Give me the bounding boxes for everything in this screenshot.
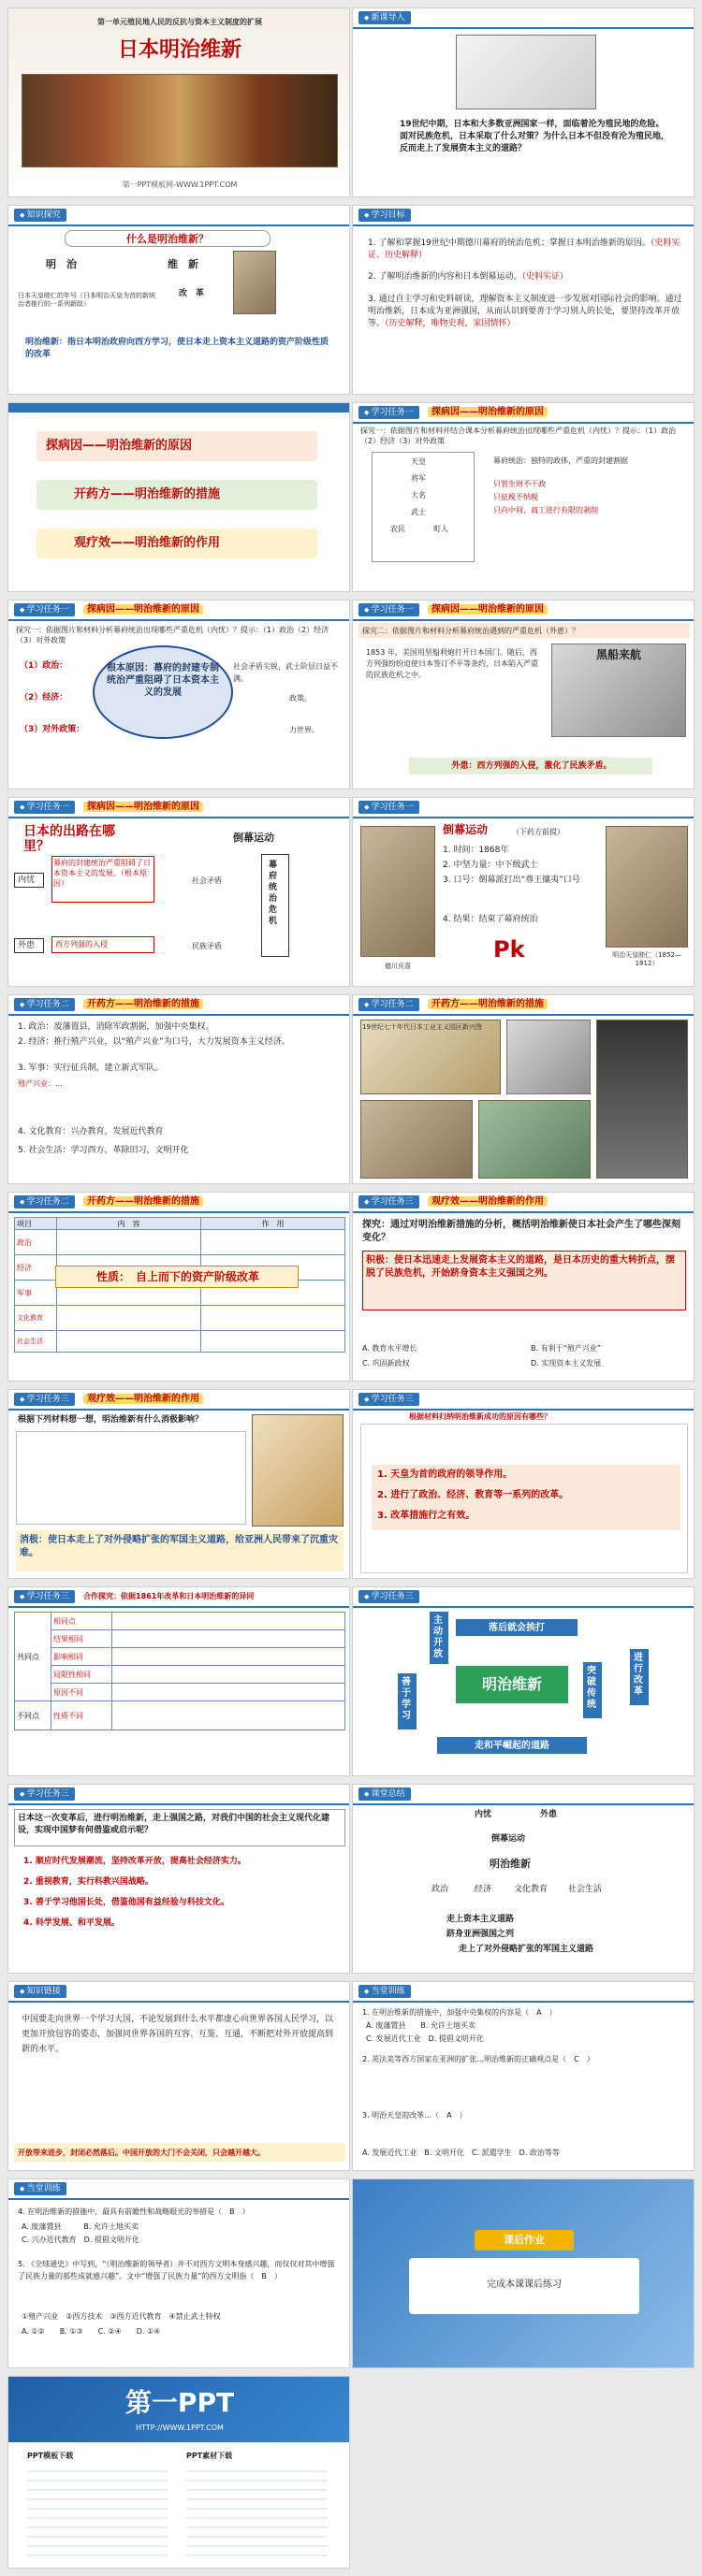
section-subtitle: 探病因——明治维新的原因 — [83, 602, 203, 617]
brand-url[interactable]: HTTP://WWW.1PPT.COM — [136, 2424, 224, 2432]
question-title: 日本的出路在哪里？ — [23, 824, 115, 854]
info-slogan: 3. 口号：倒幕派打出“尊王攘夷”口号 — [443, 876, 580, 885]
word-ishin: 维 新 — [168, 258, 198, 270]
row-education: 文化教育 — [15, 1306, 57, 1331]
section-subtitle: 开药方——明治维新的措施 — [83, 997, 203, 1012]
measure-military: 3. 军事：实行征兵制，建立新式军队。 — [18, 1064, 164, 1073]
factory-caption: 19世纪七十年代日本工业主义园区新兴图 — [362, 1023, 482, 1031]
node-economy: 经济 — [475, 1885, 492, 1894]
rank-samurai: 武士 — [411, 508, 426, 516]
slide-2[interactable] — [352, 7, 695, 197]
lesson-e: 进行改革 — [634, 1653, 643, 1697]
table-row — [15, 1648, 345, 1666]
slide-7[interactable] — [7, 600, 350, 789]
inquiry-text: 探究一：依据图片和材料并结合课本分析幕府统治出现哪些严重危机（内忧）？提示：（1）政治（2）经济（3）对外政策 — [360, 427, 677, 445]
option-d: D. 实现资本主义发展 — [531, 1359, 602, 1368]
question-2: 2. 英法美等西方国家在亚洲的扩张…明治维新的正确观点是（ C ） — [362, 2055, 594, 2063]
slide-22[interactable] — [352, 1981, 695, 2171]
info-time: 1. 时间：1868年 — [443, 846, 509, 855]
slide-title: 日本明治维新 — [117, 38, 241, 62]
section-tag: ◆ 学习任务三 — [14, 1590, 75, 1603]
slide-header — [353, 1193, 694, 1213]
header-content: 内 容 — [57, 1218, 201, 1230]
q1-options-b: C. 发展近代工业 D. 提倡文明开化 — [366, 2034, 484, 2043]
uniform-image — [506, 1020, 591, 1094]
q1-options-a: A. 废藩置县 B. 允许土地买卖 — [366, 2021, 475, 2030]
cartoon-image — [252, 1414, 344, 1527]
row-economy: 经济 — [15, 1255, 57, 1281]
item-foreign-policy: （3）对外政策： — [20, 725, 85, 734]
word-reform: 改 革 — [179, 289, 205, 298]
slide-header — [8, 1193, 349, 1213]
common-label: 共同点 — [15, 1613, 51, 1701]
pk-mark: Pk — [493, 936, 525, 962]
portrait-caption-2: 明治天皇睦仁（1852—1912） — [612, 951, 681, 967]
q4-options-a: A. 废藩置县 B. 允许土地买卖 — [22, 2222, 139, 2231]
movement-title: 倒幕运动 — [233, 832, 274, 844]
nature-text: 性质： 自上而下的资产阶级改革 — [95, 1270, 259, 1283]
option-b: B. 有利于“殖产兴业” — [531, 1344, 601, 1353]
q5-options: A. ①② B. ①③ C. ②④ D. ①④ — [22, 2327, 161, 2336]
unit-title: 第一单元殖民地人民的反抗与资本主义制度的扩展 — [97, 18, 262, 26]
rank-emperor: 天皇 — [411, 457, 426, 466]
rank-daimyo: 大名 — [411, 491, 426, 499]
q3-options: A. 发展近代工业 B. 文明开化 C. 派遣学生 D. 政治等等 — [362, 2149, 560, 2157]
slide-19[interactable] — [7, 1784, 350, 1974]
inner-cause: 幕府的封建统治严重阻碍了日本资本主义的发展。（根本原因） — [53, 859, 151, 888]
item-politics: （1）政治： — [20, 661, 68, 671]
reason-1: 1. 天皇为首的政府的领导作用。 — [377, 1469, 513, 1480]
row-same: 相同点 — [51, 1613, 112, 1630]
item-politics-tail: 社会矛盾尖锐，武士阶层日益不满。 — [233, 662, 338, 683]
section-tag: ◆ 当堂训练 — [14, 2182, 66, 2195]
node-education: 文化教育 — [514, 1885, 548, 1894]
question-text: 根据材料归纳明治维新成功的原因有哪些？ — [409, 1412, 551, 1421]
section-tag: ◆ 学习任务二 — [14, 998, 75, 1011]
right-column-title: PPT素材下载 — [186, 2452, 233, 2460]
answer-text: 积极：使日本迅速走上发展资本主义的道路，是日本历史的重大转折点，摆脱了民族危机，开始跻身资本主义强国之列。 — [366, 1255, 675, 1279]
slide-header — [353, 206, 694, 226]
left-column-title: PPT模板下载 — [27, 2452, 74, 2460]
image-caption: 黑船来航 — [595, 648, 641, 661]
objective-3: 3. 通过自主学习和史料研读，理解资本主义制度进一步发展对国际社会的影响。通过明治维新，日本成为亚洲强国，从而认识到要善于学习别人的长处，要坚持改革开放等。（历史解释，唯物史观，家国情怀） — [368, 295, 682, 328]
slide-header — [353, 1390, 694, 1411]
measure-education: 4. 文化教育：兴办教育，发展近代教育 — [18, 1127, 164, 1136]
insight-3: 3. 善于学习他国长处，借鉴他国有益经验与科技文化。 — [23, 1898, 229, 1907]
measure-industry: 殖产兴业：… — [18, 1079, 63, 1088]
section-tag: ◆ 学习目标 — [358, 209, 411, 222]
section-subtitle: 探病因——明治维新的原因 — [428, 602, 548, 617]
slide-header — [353, 1982, 694, 2003]
slide-20[interactable] — [352, 1784, 695, 1974]
row-military: 军事 — [15, 1281, 57, 1306]
section-tag: ◆ 学习任务三 — [358, 1590, 419, 1603]
lesson-f: 走和平崛起的道路 — [475, 1741, 549, 1751]
row-society: 社会生活 — [15, 1331, 57, 1353]
rank-townsman: 町人 — [433, 525, 448, 533]
question-text: 根据下列材料想一想，明治维新有什么消极影响？ — [18, 1415, 204, 1425]
material-box — [16, 1431, 246, 1525]
slide-5[interactable] — [7, 402, 350, 592]
slide-14[interactable] — [352, 1192, 695, 1382]
difference-label: 不同点 — [15, 1701, 51, 1730]
street-image — [478, 1100, 591, 1179]
question-text: 什么是明治维新？ — [126, 233, 209, 245]
node-movement: 倒幕运动 — [491, 1834, 526, 1844]
meiji-portrait — [606, 826, 688, 948]
quote-text: 开放带来进步，封闭必然落后。中国开放的大门不会关闭，只会越开越大。 — [18, 2149, 265, 2157]
node-society: 社会生活 — [568, 1885, 603, 1894]
item-foreign-tail: 力世界。 — [289, 726, 319, 734]
link-text: 中国要走向世界一个学习大国，不论发展到什么水平都虚心向世界各国人民学习，以更加开放包容的姿态，加强同世界各国的互容、互鉴、互通，不断把对外开放提高到新的水平。 — [22, 2015, 334, 2054]
nav-measures-label: 开药方——明治维新的措施 — [74, 487, 221, 501]
section-tag: ◆ 学习任务一 — [358, 603, 419, 616]
table-row — [15, 1331, 345, 1353]
node-politics: 政治 — [431, 1885, 449, 1894]
section-subtitle: 观疗效——明治维新的作用 — [428, 1194, 548, 1209]
nav-effects-label: 观疗效——明治维新的作用 — [74, 536, 221, 550]
slide-21[interactable] — [7, 1981, 350, 2171]
table-row — [15, 1630, 345, 1648]
right-link-list[interactable] — [186, 2463, 327, 2556]
inquiry-text: 探究二：依据图片和材料分析幕府统治遇到的严重危机（外患）？ — [362, 627, 579, 635]
rank-peasant: 农民 — [390, 525, 405, 533]
row-nature: 性质不同 — [51, 1701, 112, 1730]
officer-portrait — [596, 1020, 688, 1179]
slide-10[interactable] — [352, 797, 695, 987]
slide-18[interactable] — [352, 1586, 695, 1776]
q5-items: ①殖产兴业 ②西方技术 ③西方近代教育 ④禁止武士特权 — [22, 2312, 221, 2321]
note-4: 只向中间、商工进行有限的剥削 — [493, 506, 598, 514]
tokugawa-portrait — [360, 826, 435, 957]
section-tag: ◆ 学习任务三 — [14, 1393, 75, 1406]
table-row — [15, 1684, 345, 1701]
inner-trouble: 内忧 — [18, 876, 36, 885]
homework-title: 课后作业 — [504, 2234, 545, 2246]
slide-header — [8, 1982, 349, 2003]
note-2: 只管生财不干政 — [493, 480, 546, 488]
lesson-a: 主动开放 — [433, 1615, 443, 1659]
node-outer: 外患 — [540, 1810, 558, 1819]
section-tag: ◆ 知识链接 — [14, 1985, 66, 1998]
node-militarism: 走上了对外侵略扩张的军国主义道路 — [458, 1945, 593, 1954]
negative-text: 消极：使日本走上了对外侵略扩张的军国主义道路，给亚洲人民带来了沉重灾难。 — [20, 1535, 338, 1558]
slide-header — [353, 8, 694, 29]
section-tag: ◆ 学习任务三 — [14, 1787, 75, 1801]
outer-trouble: 外患 — [18, 941, 36, 950]
slide-header — [353, 1587, 694, 1608]
table-row — [15, 1701, 345, 1730]
slide-header — [353, 995, 694, 1016]
info-force: 2. 中坚力量：中下级武士 — [443, 861, 538, 870]
q4-options-b: C. 兴办近代教育 D. 提倡文明开化 — [22, 2236, 139, 2244]
insight-4: 4. 科学发展、和平发展。 — [23, 1918, 120, 1928]
battle-scene-image — [22, 74, 338, 167]
slide-6[interactable] — [352, 402, 695, 592]
slide-header — [8, 1587, 349, 1608]
slide-8[interactable] — [352, 600, 695, 789]
movement-title: 倒幕运动 — [443, 823, 489, 836]
measure-politics: 1. 政治：废藩置县，消除军政割据，加强中央集权。 — [18, 1022, 214, 1032]
history-text: 1853 年，美国用坚船利炮打开日本国门。随后，西方列强纷纷迫使日本签订不平等条约，日本陷入严重的民族危机之中。 — [366, 648, 538, 679]
conclusion-text: 外患：西方列强的入侵，激化了民族矛盾。 — [451, 761, 612, 771]
brand-logo: 第一PPT — [124, 2387, 235, 2418]
section-subtitle: 合作探究：依据1861年改革和日本明治维新的异同 — [83, 1592, 255, 1600]
nav-cause-label: 探病因——明治维新的原因 — [46, 439, 193, 453]
slide-header — [353, 798, 694, 818]
info-result: 4. 结果：结束了幕府统治 — [443, 915, 538, 924]
section-tag: ◆ 学习任务三 — [358, 1195, 419, 1208]
slide-13[interactable] — [7, 1192, 350, 1382]
footer-text: 第一PPT模板网-WWW.1PPT.COM — [122, 181, 238, 189]
slide-15[interactable] — [7, 1389, 350, 1579]
top-bar — [8, 403, 349, 412]
note-3: 只征税不纳税 — [493, 493, 538, 501]
crisis-result: 幕府统治危机 — [269, 861, 278, 926]
section-subtitle: 开药方——明治维新的措施 — [83, 1194, 203, 1209]
slide-9[interactable] — [7, 797, 350, 987]
slide-1[interactable] — [7, 7, 350, 197]
node-power: 跻身亚洲强国之列 — [446, 1930, 515, 1939]
outer-cause: 西方列强的入侵 — [55, 940, 108, 948]
insight-2: 2. 重视教育，实行科教兴国战略。 — [23, 1877, 154, 1887]
inquiry-text: 探究一：依据图片和材料分析幕府统治出现哪些严重危机（内忧）？提示：（1）政治（2）经济（3）对外政策 — [16, 626, 329, 644]
table-row — [15, 1666, 345, 1684]
national-conflict: 民族矛盾 — [192, 942, 222, 950]
section-tag: ◆ 学习任务一 — [358, 801, 419, 814]
table-row — [15, 1230, 345, 1255]
row-reason: 原因不同 — [51, 1684, 112, 1701]
left-link-list[interactable] — [27, 2463, 168, 2556]
objective-2: 2. 了解明治维新的内容和日本倒幕运动。（史料实证） — [368, 272, 568, 282]
slide-header — [8, 798, 349, 818]
section-tag: ◆ 学习任务一 — [14, 603, 75, 616]
root-cause-text: 根本原因：幕府的封建专制统治严重阻碍了日本资本主义的发展 — [107, 663, 219, 698]
slide-header — [353, 403, 694, 424]
inquiry-text: 探究：通过对明治维新措施的分析，概括明治维新使日本社会产生了哪些深刻变化？ — [362, 1220, 680, 1243]
slide-17[interactable] — [7, 1586, 350, 1776]
reason-3: 3. 改革措施行之有效。 — [377, 1511, 475, 1521]
slide-12[interactable] — [352, 994, 695, 1184]
slide-header — [8, 206, 349, 226]
lesson-d: 突破传统 — [587, 1666, 596, 1710]
slide-header — [353, 601, 694, 621]
empty-cell — [352, 2376, 695, 2569]
section-tag: ◆ 知识探究 — [14, 209, 66, 222]
insight-1: 1. 顺应时代发展潮流，坚持改革开放，提高社会经济实力。 — [23, 1857, 246, 1866]
definition-text: 明治维新：指日本明治政府向西方学习，使日本走上资本主义道路的资产阶级性质的改革 — [25, 338, 329, 359]
school-image — [360, 1100, 473, 1179]
section-tag: ◆ 课堂总结 — [358, 1787, 411, 1801]
question-1: 1. 在明治维新的措施中，加强中央集权的内容是（ A ） — [362, 2008, 557, 2017]
slide-25[interactable] — [7, 2376, 350, 2569]
header-item: 项目 — [15, 1218, 57, 1230]
option-c: C. 巩固新政权 — [362, 1359, 410, 1368]
center-text: 明治维新 — [481, 1675, 542, 1693]
section-subtitle: 探病因——明治维新的原因 — [428, 405, 548, 420]
slide-16[interactable] — [352, 1389, 695, 1579]
slide-header — [8, 1390, 349, 1411]
slide-header — [8, 1785, 349, 1805]
node-inner: 内忧 — [475, 1810, 492, 1819]
table-row — [15, 1306, 345, 1331]
question-3: 3. 明治天皇的改革…（ A ） — [362, 2111, 467, 2120]
table-row — [15, 1613, 345, 1630]
reason-2: 2. 进行了政治、经济、教育等一系列的改革。 — [377, 1490, 569, 1500]
comparison-table — [14, 1612, 345, 1730]
social-conflict: 社会矛盾 — [192, 876, 222, 885]
slide-11[interactable] — [7, 994, 350, 1184]
lesson-b: 落后就会挨打 — [489, 1623, 545, 1633]
section-tag: ◆ 学习任务三 — [358, 1393, 419, 1406]
objective-1: 1. 了解和掌握19世纪中期德川幕府的统治危机；掌握日本明治维新的原因。（史料实证、历史解释） — [368, 239, 680, 260]
question-5: 5. 《全球通史》中写到，“（明治维新的领导者）并不对西方文明本身感兴趣，而仅仅对其中增强了民族力量的那些成就感兴趣”。文中“增强了民族力量”的西方文明指（ B ） — [18, 2260, 335, 2280]
header-effect: 作 用 — [201, 1218, 345, 1230]
section-tag: ◆ 学习任务一 — [358, 406, 419, 419]
movement-bracket: （下药方前提） — [512, 828, 564, 836]
node-meiji: 明治维新 — [490, 1858, 531, 1870]
slide-3[interactable] — [7, 205, 350, 395]
section-tag: ◆ 学习任务二 — [358, 998, 419, 1011]
section-subtitle: 开药方——明治维新的措施 — [428, 997, 548, 1012]
emperor-portrait — [233, 251, 276, 314]
slide-header — [8, 995, 349, 1016]
note-1: 幕府统治：独特的政体，严重的封建割据 — [493, 456, 628, 465]
cartoon-image — [456, 35, 596, 109]
row-politics: 政治 — [15, 1230, 57, 1255]
meiji-explanation: 日本天皇睦仁的年号（日本明治天皇为首的新统治者推行的一系列新政） — [18, 292, 155, 308]
slide-4[interactable] — [352, 205, 695, 395]
slide-header — [353, 1785, 694, 1805]
word-meiji: 明 治 — [46, 258, 77, 270]
item-economy: （2）经济： — [20, 693, 68, 702]
section-subtitle: 探病因——明治维新的原因 — [83, 800, 203, 815]
slide-header — [8, 601, 349, 621]
section-tag: ◆ 新课导入 — [358, 11, 411, 24]
section-tag: ◆ 当堂训练 — [358, 1985, 411, 1998]
item-economy-tail: 政策。 — [289, 694, 312, 702]
measure-economy: 2. 经济：推行殖产兴业，以“殖产兴业”为口号，大力发展资本主义经济。 — [18, 1037, 290, 1047]
option-a: A. 教育水平增长 — [362, 1344, 417, 1353]
rank-shogun: 将军 — [411, 474, 426, 483]
slide-24[interactable] — [352, 2178, 695, 2368]
row-limitation: 局限性相同 — [51, 1666, 112, 1684]
lesson-c: 善于学习 — [402, 1677, 411, 1721]
slide-header — [8, 2179, 349, 2200]
row-impact: 影响相同 — [51, 1648, 112, 1666]
portrait-caption-1: 德川庆喜 — [385, 962, 411, 970]
table-header-row — [15, 1218, 345, 1230]
measure-society: 5. 社会生活：学习西方，革除旧习，文明开化 — [18, 1146, 189, 1155]
row-result: 结果相同 — [51, 1630, 112, 1648]
section-tag: ◆ 学习任务一 — [14, 801, 75, 814]
section-tag: ◆ 学习任务二 — [14, 1195, 75, 1208]
node-capitalism: 走上资本主义道路 — [446, 1915, 515, 1924]
question-4: 4. 在明治维新的措施中，最具有前瞻性和战略眼光的举措是（ B ） — [18, 2207, 250, 2216]
homework-text: 完成本课课后练习 — [487, 2279, 562, 2290]
slide-23[interactable] — [7, 2178, 350, 2368]
intro-text: 19世纪中期，日本和大多数亚洲国家一样，面临着沦为殖民地的危险。面对民族危机，日本采取了什么对策？为什么日本不但没有沦为殖民地，反而走上了发展资本主义的道路？ — [400, 120, 670, 153]
question-text: 日本这一次变革后，进行明治维新，走上强国之路，对我们中国的社会主义现代化建设，实现中国梦有何借鉴或启示呢？ — [18, 1814, 330, 1835]
section-subtitle: 观疗效——明治维新的作用 — [83, 1392, 203, 1407]
